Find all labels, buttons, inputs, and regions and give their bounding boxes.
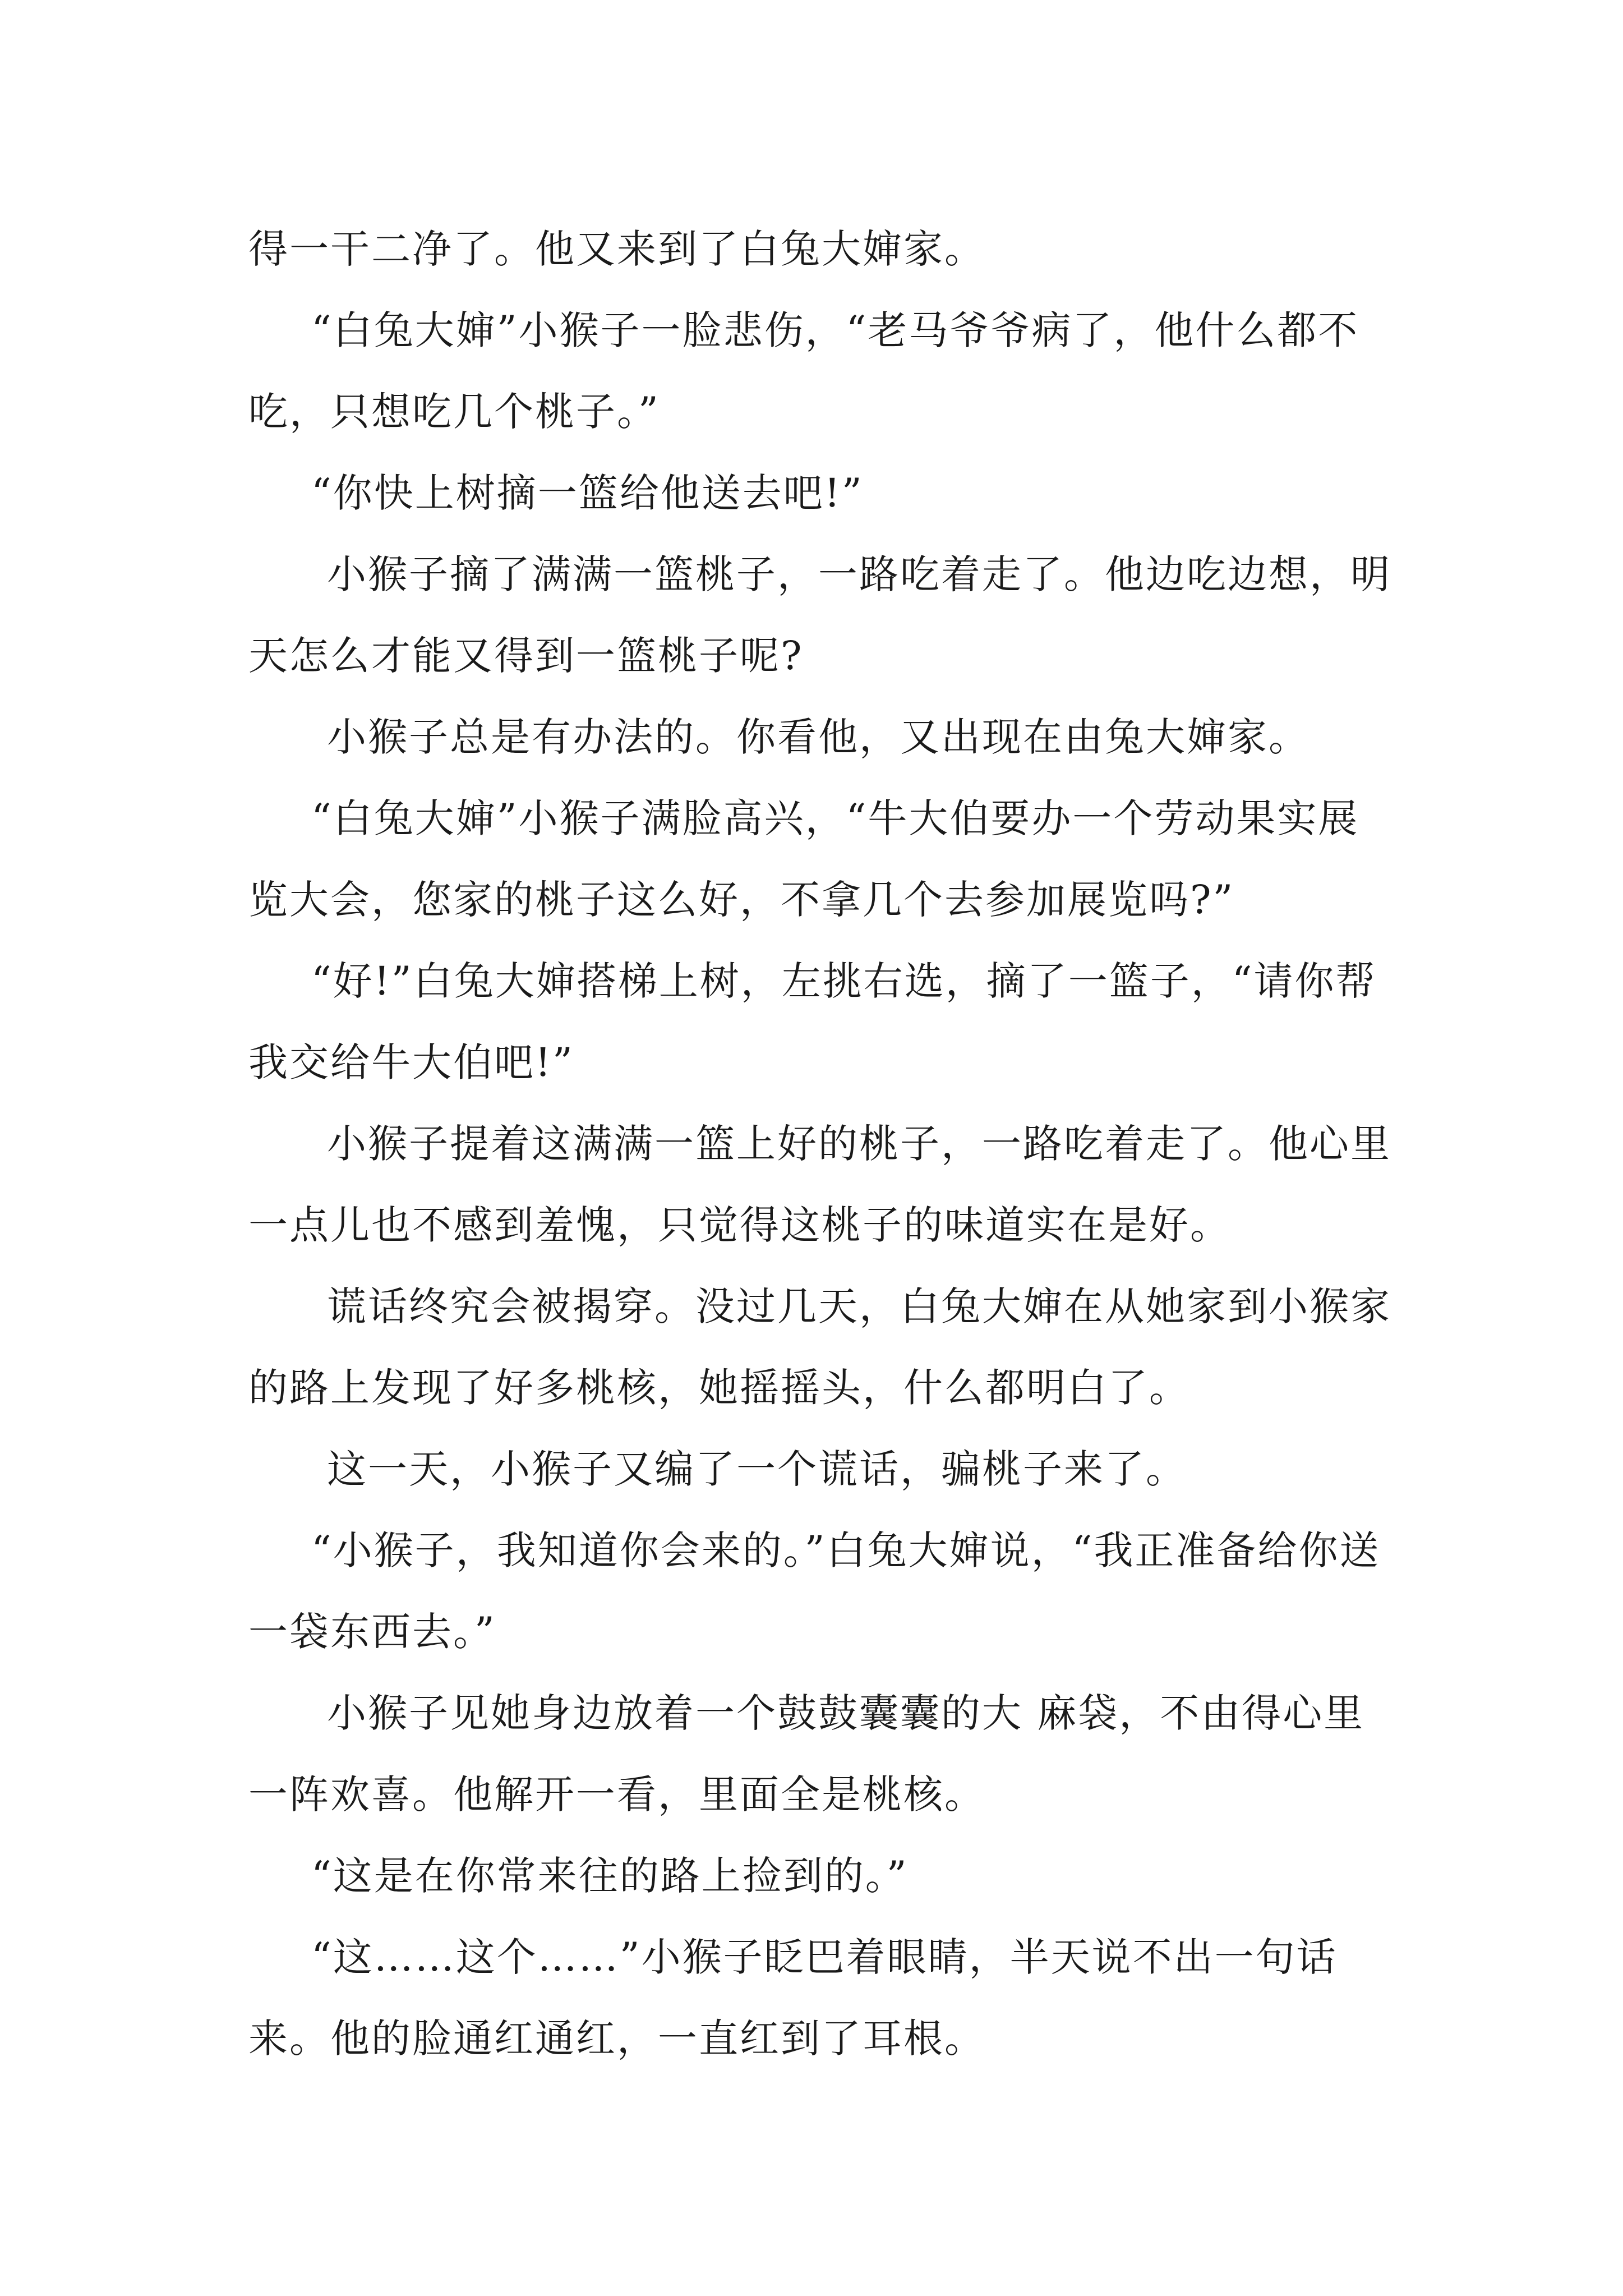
paragraph-8: 小猴子提着这满满一篮上好的桃子，一路吃着走了。他心里一点儿也不感到羞愧，只觉得这桃子的味道实在是好。 [248, 1121, 1391, 1248]
paragraph-6: “白兔大婶”小猴子满脸高兴，“牛大伯要办一个劳动果实展览大会，您家的桃子这么好，不拿几个去参加展览吗?” [248, 795, 1359, 923]
paragraph-2: “白兔大婶”小猴子一脸悲伤，“老马爷爷病了，他什么都不吃，只想吃几个桃子。” [248, 307, 1359, 435]
story-text [248, 209, 1393, 2079]
paragraph-7: “好!”白兔大婶搭梯上树，左挑右选，摘了一篮子，“请你帮我交给牛大伯吧!” [248, 958, 1377, 1085]
paragraph-13: “这是在你常来往的路上捡到的。” [311, 1853, 909, 1899]
paragraph-9: 谎话终究会被揭穿。没过几天，白兔大婶在从她家到小猴家的路上发现了好多桃核，她摇摇头，什么都明白了。 [248, 1283, 1391, 1411]
paragraph-12: 小猴子见她身边放着一个鼓鼓囊囊的大 麻袋，不由得心里一阵欢喜。他解开一看，里面全是桃核。 [248, 1690, 1365, 1818]
paragraph-5: 小猴子总是有办法的。你看他，又出现在由兔大婶家。 [327, 714, 1310, 760]
paragraph-1: 得一干二净了。他又来到了白兔大婶家。 [248, 226, 985, 272]
paragraph-4: 小猴子摘了满满一篮桃子，一路吃着走了。他边吃边想，明天怎么才能又得到一篮桃子呢? [248, 551, 1391, 679]
paragraph-14: “这……这个……”小猴子眨巴着眼睛，半天说不出一句话来。他的脸通红通红，一直红到了耳根。 [248, 1934, 1338, 2062]
paragraph-11: “小猴子，我知道你会来的。”白兔大婶说，“我正准备给你送一袋东西去。” [248, 1527, 1381, 1655]
paragraph-3: “你快上树摘一篮给他送去吧!” [311, 470, 864, 516]
paragraph-10: 这一天，小猴子又编了一个谎话，骗桃子来了。 [327, 1446, 1187, 1492]
